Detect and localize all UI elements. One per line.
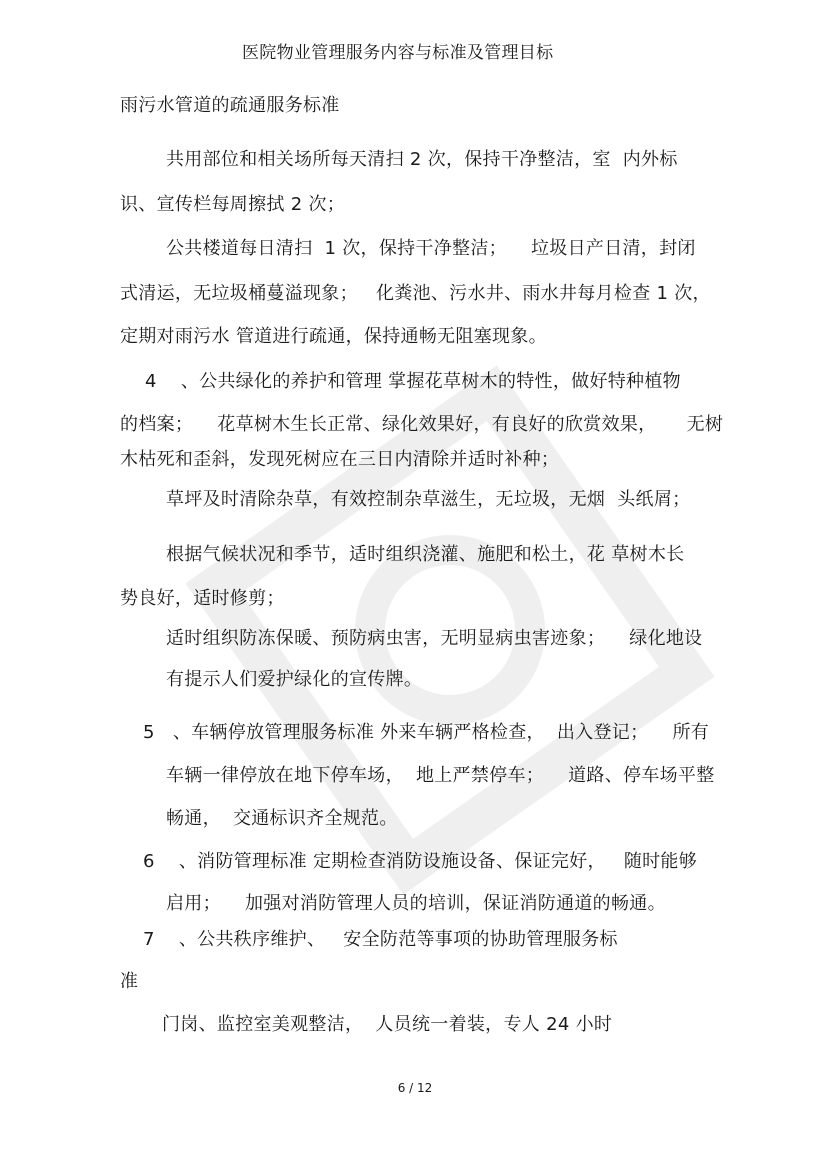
text-line: 有提示人们爱护绿化的宣传牌。 bbox=[166, 669, 423, 690]
text-line: 公共楼道每日清扫 1 次，保持干净整洁； 垃圾日产日清，封闭 bbox=[166, 238, 696, 259]
text-line: 6 、消防管理标准 定期检查消防设施设备、保证完好， 随时能够 bbox=[143, 851, 698, 872]
text-line: 启用； 加强对消防管理人员的培训，保证消防通道的畅通。 bbox=[166, 893, 666, 914]
text-line: 识、宣传栏每周擦拭 2 次； bbox=[120, 194, 346, 215]
text-line: 草坪及时清除杂草，有效控制杂草滋生，无垃圾，无烟 头纸屑； bbox=[166, 489, 691, 510]
text-line: 根据气候状况和季节，适时组织浇灌、施肥和松土，花 草树木长 bbox=[166, 544, 685, 565]
section-heading: 雨污水管道的疏通服务标准 bbox=[120, 95, 340, 116]
text-line: 的档案； 花草树木生长正常、绿化效果好，有良好的欣赏效果， 无树 bbox=[120, 414, 724, 435]
text-line: 势良好，适时修剪； bbox=[120, 588, 285, 609]
text-line: 适时组织防冻保暖、预防病虫害，无明显病虫害迹象； 绿化地设 bbox=[166, 628, 703, 649]
page-number: 6 / 12 bbox=[397, 1081, 433, 1095]
text-line: 畅通， 交通标识齐全规范。 bbox=[166, 808, 398, 829]
text-line: 5 、车辆停放管理服务标准 外来车辆严格检查， 出入登记； 所有 bbox=[143, 722, 710, 743]
text-line: 车辆一律停放在地下停车场， 地上严禁停车； 道路、停车场平整 bbox=[166, 765, 715, 786]
text-line: 门岗、监控室美观整洁， 人员统一着装，专人 24 小时 bbox=[162, 1014, 613, 1035]
text-line: 共用部位和相关场所每天清扫 2 次，保持干净整洁，室 内外标 bbox=[166, 149, 678, 170]
page-title: 医院物业管理服务内容与标准及管理目标 bbox=[242, 43, 554, 63]
text-line: 定期对雨污水 管道进行疏通，保持通畅无阻塞现象。 bbox=[120, 326, 547, 347]
text-line: 木枯死和歪斜，发现死树应在三日内清除并适时补种； bbox=[120, 449, 560, 470]
text-line: 式清运，无垃圾桶蔓溢现象； 化粪池、污水井、雨水井每月检查 1 次， bbox=[120, 283, 711, 304]
text-line: 准 bbox=[120, 971, 139, 992]
text-line: 7 、公共秩序维护、 安全防范等事项的协助管理服务标 bbox=[143, 929, 618, 950]
text-line: 4 、公共绿化的养护和管理 掌握花草树木的特性，做好特种植物 bbox=[145, 371, 681, 392]
